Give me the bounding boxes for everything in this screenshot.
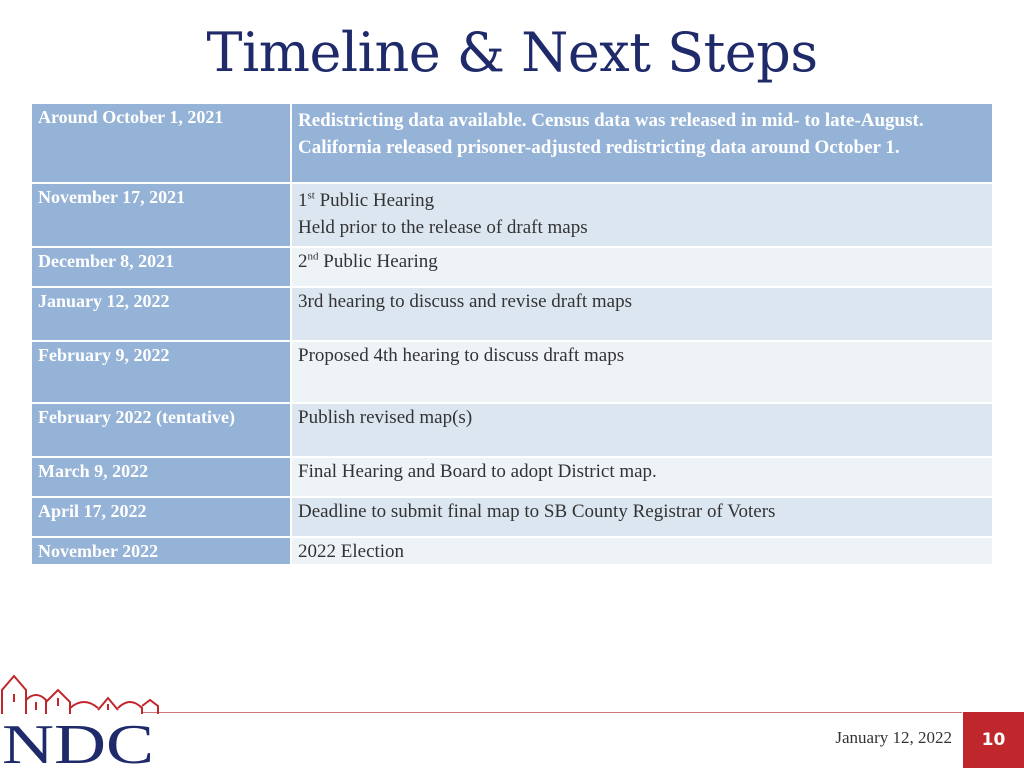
ordinal-suffix: nd bbox=[307, 250, 319, 263]
skyline-icon bbox=[2, 676, 158, 714]
table-row bbox=[32, 248, 992, 286]
row-date: November 17, 2021 bbox=[32, 184, 290, 246]
ndc-logo bbox=[0, 670, 160, 768]
row-date: Around October 1, 2021 bbox=[32, 104, 290, 182]
row-date: March 9, 2022 bbox=[32, 458, 290, 496]
row-date: February 9, 2022 bbox=[32, 342, 290, 402]
ordinal-number: 2 bbox=[298, 251, 308, 272]
table-row bbox=[32, 342, 992, 402]
table-row bbox=[32, 288, 992, 340]
table-row bbox=[32, 104, 992, 182]
timeline-table bbox=[30, 102, 994, 566]
table-row bbox=[32, 498, 992, 536]
page-number: 10 bbox=[963, 712, 1024, 768]
table-row bbox=[32, 184, 992, 246]
table-row bbox=[32, 538, 992, 564]
row-date: November 2022 bbox=[32, 538, 290, 564]
table-row bbox=[32, 458, 992, 496]
table-row bbox=[32, 404, 992, 456]
row-description: 3rd hearing to discuss and revise draft maps bbox=[292, 288, 992, 340]
row-description: 2022 Election bbox=[292, 538, 992, 564]
row-description: Redistricting data available. Census data was released in mid- to late-August. California released prisoner-adjusted redistricting data around October 1. bbox=[292, 104, 992, 182]
row-date: January 12, 2022 bbox=[32, 288, 290, 340]
slide-title: Timeline & Next Steps bbox=[206, 21, 818, 84]
row-text-line2: Held prior to the release of draft maps bbox=[298, 217, 588, 238]
row-description: Proposed 4th hearing to discuss draft maps bbox=[292, 342, 992, 402]
logo-text: NDC bbox=[2, 714, 154, 768]
row-description: Final Hearing and Board to adopt District map. bbox=[292, 458, 992, 496]
footer-divider bbox=[142, 712, 962, 713]
row-text: Public Hearing bbox=[314, 190, 435, 211]
row-description bbox=[292, 184, 992, 246]
row-description: Publish revised map(s) bbox=[292, 404, 992, 456]
row-text: Public Hearing bbox=[318, 251, 438, 272]
ordinal-number: 1 bbox=[298, 190, 308, 211]
row-date: February 2022 (tentative) bbox=[32, 404, 290, 456]
row-description bbox=[292, 248, 992, 286]
ordinal-suffix: st bbox=[307, 189, 315, 202]
row-date: December 8, 2021 bbox=[32, 248, 290, 286]
row-date: April 17, 2022 bbox=[32, 498, 290, 536]
row-description: Deadline to submit final map to SB County Registrar of Voters bbox=[292, 498, 992, 536]
footer-date: January 12, 2022 bbox=[835, 728, 952, 747]
